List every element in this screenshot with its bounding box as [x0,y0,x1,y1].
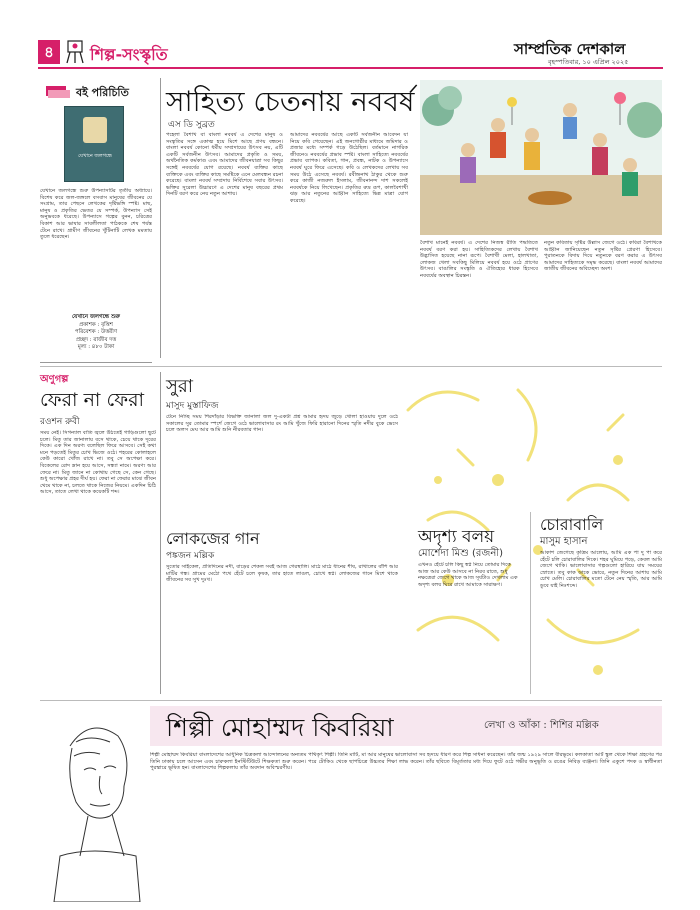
poem-sura-title[interactable]: সুরা [166,376,194,397]
lead-article-col2: আমাদের নববর্ষের আছে একটি সর্বজনীন আবেদন যা নিয়ে কবি গেয়েছেন। এই জনগোষ্ঠীর মাধ্যমে জমিদার ও প্রজার মধ্যে সম্পর্ক গড়ে উঠেছিল। বর্তমানে নাগরিক জীবনেও নববর্ষের প্রভাব স্পষ্ট। বাংলা সাহিত্যে নববর্ষের প্রভাব ব্যাপক। কবিতা, গান, প্রবন্ধ, নাটক ও উপন্যাসে নববর্ষ ঘুরে ফিরে এসেছে। কবি ও লেখকদের লেখায় সব সময় উঠে এসেছে নববর্ষ। রবীন্দ্রনাথ ঠাকুর থেকে শুরু করে কাজী নজরুল ইসলাম, জীবনানন্দ দাশ সকলেই নববর্ষকে নিয়ে লিখেছেন। প্রকৃতির রুদ্র রূপ, কালবৈশাখী ঝড় আর নতুনের আহ্বান সাহিত্যে ভিন্ন মাত্রা যোগ করেছে। [290,132,408,204]
page-number: ৪ [38,40,60,64]
section-title: শিল্প-সংস্কৃতি [90,45,168,64]
poem-chorabali-body: আকাশ জেগেছে কৃত্রিম আলোয়, আমি এক পা দু পা করে হেঁটে চলি চোরাবালির দিকে। শহর ঘুমিয়ে পড়ে, কেবল আমি জেগে থাকি। ভালোবাসার গল্পগুলো হারিয়ে যায় সময়ের স্রোতে। তবু কাক ডাকে ভোরে, নতুন দিনের আশায় আমি চোখ মেলি। চোরাবালির মতো টেনে নেয় স্মৃতি, আর আমি ডুবে যাই নিঃশব্দে। [540,550,662,589]
lead-article-author: এস ডি সুব্রত [168,120,215,130]
cover-title: যেখানে জলগন্ধে [78,153,112,159]
poem-lokjo-body: সুতোর সাইকেল, প্রতিদিনের নদী, বাড়ের শেকল সবই আজ গেরস্থালি। মাঠে মাঠে ধানের শীষ, রাখালের বাঁশি আর মাটির গন্ধ। গ্রামের মেঠো পথে হেঁটে চলে কৃষক, তার হাতে লাঙল, চোখে স্বপ্ন। লোকজের গানে মিশে থাকে জীবনের সব সুখ দুঃখ। [166,564,398,584]
book-cover [64,106,124,182]
short-story-author: রওশন রুবী [40,417,80,427]
poem-lokjo-author: পঙ্কজন মল্লিক [166,551,215,561]
issue-date: বৃহস্পতিবার, ১০ এপ্রিল ২০২৫ [548,58,629,66]
festival-illustration [420,80,662,235]
lead-article-col1: পহেলা বৈশাখ বা বাংলা নববর্ষ এ দেশের মানুষ ও সংস্কৃতির সঙ্গে একাত্ম হয়ে মিশে আছে প্রণয় বন্ধনে। বাংলা নববর্ষ কোনো ধর্মীয় সম্প্রদায়ের উৎসব নয়, এটি একটি সর্বজনীন উৎসব। আমাদের প্রকৃতি ও সময়, অর্থনৈতিক কর্মকাণ্ড এবং আমাদের জীবনযাত্রা সব কিছুর সঙ্গেই নববর্ষের যোগ রয়েছে। নববর্ষ ব্যক্তির কাছে ব্যক্তিকে এবং ব্যক্তির কাছে সমষ্টিকে এনে মেলবন্ধন রচনা করেছে। বাংলা নববর্ষ সম্প্রদায় নির্বিশেষে সবার উৎসব। ভক্তির সুরেলা উচ্চারণে এ দেশের মানুষ বছরের প্রথম দিনটি বরণ করে নেয় নতুন আশায়। [166,132,283,198]
book-intro-body: যেখানে জলগন্ধে শুরু উপন্যাসটির তৃতীয় অধ্যায়ে। বিশেষ করে জল-জঙ্গলে বসবাস মানুষের জীবনের যে সংগ্রাম, তার পেছনে লেখকের দৃষ্টিভঙ্গি স্পষ্ট। মাছ, মানুষ ও প্রকৃতির ভেতর যে সম্পর্ক, উপন্যাস সেই অনুভবকে ধরেছে। উপন্যাসে গল্পের বুনন, চরিত্রের বিকাশ আর ভাষার সাবলীলতা পাঠককে শেষ পর্যন্ত টেনে রাখে। গ্রামীণ জীবনের খুঁটিনাটি লেখক মমতায় তুলে ধরেছেন। [40,188,152,241]
bottom-byline: লেখা ও আঁকা : শিশির মল্লিক [484,720,599,731]
book-intro-label: বই পরিচিতি [76,86,129,99]
brand-name[interactable]: সাম্প্রতিক দেশকাল [514,40,626,58]
section-divider [40,366,662,367]
lead-article-col3: বৈশাখ মানেই নববর্ষ। এ দেশের নিজস্ব রীতি পদ্ধতিতে নববর্ষ বরণ করা হয়। সাহিত্যিকদের লেখায় বৈশাখ উদ্ভাসিত হয়েছে নানা রূপে। বৈশাখী মেলা, হালখাতা, লোকজ খেলা সবকিছু মিলিয়ে নববর্ষ হয়ে ওঠে প্রাণের উৎসব। বাঙালির সংস্কৃতি ও ঐতিহ্যের ধারক হিসেবে নববর্ষের অবস্থান চিরন্তন। [420,240,538,279]
book-cover-artist: প্রচ্ছদ : রাজীব দত্ত [75,336,117,343]
header-rule [38,67,663,69]
poem-invisible-title[interactable]: অদৃশ্য বলয় [418,527,495,547]
book-price: মূল্য : ৪৮০ টাকা [77,344,115,350]
short-story-title[interactable]: ফেরা না ফেরা [40,389,145,411]
lead-article-col4: নতুন কবিতায় সৃষ্টির উল্লাস জেগে ওঠে। কবিরা বৈশাখকে আহ্বান জানিয়েছেন নতুন সৃষ্টির প্রেরণা হিসেবে। পুরাতনকে বিদায় দিয়ে নতুনকে বরণ করার এ উৎসব আমাদের সাহিত্যকে সমৃদ্ধ করেছে। বাংলা নববর্ষ আমাদের জাতীয় জীবনের অবিচ্ছেদ্য অংশ। [544,240,662,273]
poem-chorabali-author: মাসুম হাসান [540,536,588,547]
kibria-portrait [40,706,146,902]
section-divider [40,700,662,701]
column-divider [160,372,161,694]
book-details [40,314,152,352]
easel-icon [64,38,86,64]
short-story-body: সময় নেই। সিগন্যাল বাতি জ্বলে উঠতেই গাড়িগুলো ছুটে চলে। মিতু তার জানালায় বসে থাকে, চেয়ে থাকে দূরের দিকে। এক দিন অরণ্য বলেছিল ফিরে আসবে। সেই কথা মনে পড়তেই মিতুর চোখ ভিজে ওঠে। শহরের কোলাহলে কেউ কারো খোঁজ রাখে না। তবু সে অপেক্ষা করে। বিকেলের রোদ ম্লান হয়ে আসে, সন্ধ্যা নামে। অরণ্য আর ফেরে না। মিতু জানে না কোথায় গেছে সে, কেন গেছে। শুধু অপেক্ষার প্রহর দীর্ঘ হয়। ফেরা না ফেরার মাঝে জীবন থেমে থাকে না, চলতে থাকে নিজের নিয়মে। একদিন চিঠি আসে, তাতে লেখা থাকে কয়েকটি শব্দ। [40,430,156,496]
poem-chorabali-title[interactable]: চোরাবালি [540,515,604,534]
poem-invisible-author: মোর্শেদা মিশু (রজনী) [418,548,504,559]
divider [40,362,152,363]
book-icon [44,84,72,100]
book-distributor: পরিবেশক : উত্তরীণ [74,329,118,335]
column-divider [160,78,161,358]
bottom-body: শিল্পী মোহাম্মদ কিবরিয়া বাংলাদেশের আধুনিক চিত্রকলা আন্দোলনের অন্যতম পথিকৃৎ শিল্পী। তিনি মাটি, মা আর মানুষের ভালোবাসা সব হৃদয়ে ধারণ করে শিল্প সাধনা করেছেন। তাঁর জন্ম ১৯২৯ সালে বীরভূমে। কলকাতা আর্ট স্কুল থেকে শিক্ষা গ্রহণের পর তিনি ঢাকায় চলে আসেন এবং চারুকলা ইনস্টিটিউটে শিক্ষকতা শুরু করেন। পরে টোকিও থেকে ছাপচিত্রে উচ্চতর শিক্ষা লাভ করেন। তাঁর ছবিতে বিমূর্ততার মধ্য দিয়ে ফুটে ওঠে গভীর অনুভূতি ও রঙের নিবিড় ব্যঞ্জনা। তিনি একুশে পদক ও স্বাধীনতা পুরস্কারে ভূষিত হন। বাংলাদেশের শিল্পকলায় তাঁর অবদান অবিস্মরণীয়। [150,752,662,772]
poem-sura-author: মাসুদ মুস্তাফিজ [166,401,219,411]
poem-invisible-body: এখনও হেঁটে চলি কিছু স্বপ্ন নিয়ে তোমার দিকে আজ আর কেউ আসবে না নিরব রাতে, শুধু নক্ষত্রেরা জেগে থাকে আজ সূর্যটাও দেখলাম এক অদৃশ্য বলয় ঘিরে রাখে আমাকে সারাক্ষণ। [418,562,518,588]
column-divider [530,512,531,694]
lead-article-title[interactable]: সাহিত্য চেতনায় নববর্ষ [166,85,415,118]
bottom-title[interactable]: শিল্পী মোহাম্মদ কিবরিয়া [166,713,394,742]
book-publisher: প্রকাশক : বৃত্তিশ [79,321,113,328]
short-story-label: অণুগল্প [40,374,69,385]
book-name: যেখানে জলগন্ধে শুরু [71,314,121,320]
poem-lokjo-title[interactable]: লোকজের গান [166,529,260,548]
poem-sura-body: টেনে নিচ্ছি সময় শিরদাঁড়ার বিভক্তি জানালা জল দু-একটা প্রশ্ন আমার হৃদয় জুড়ে খোলা হাওয়ায় দুলে ওঠে সকালের সুর তোমার স্পর্শে জেগে ওঠে ভালোবাসার রং আমি খুঁজে ফিরি হারানো দিনের স্মৃতি নদীর বুকে ভেসে চলে অলস মেঘ আর আমি শুনি নীরবতার গান। [166,414,398,434]
cover-art [83,117,107,143]
